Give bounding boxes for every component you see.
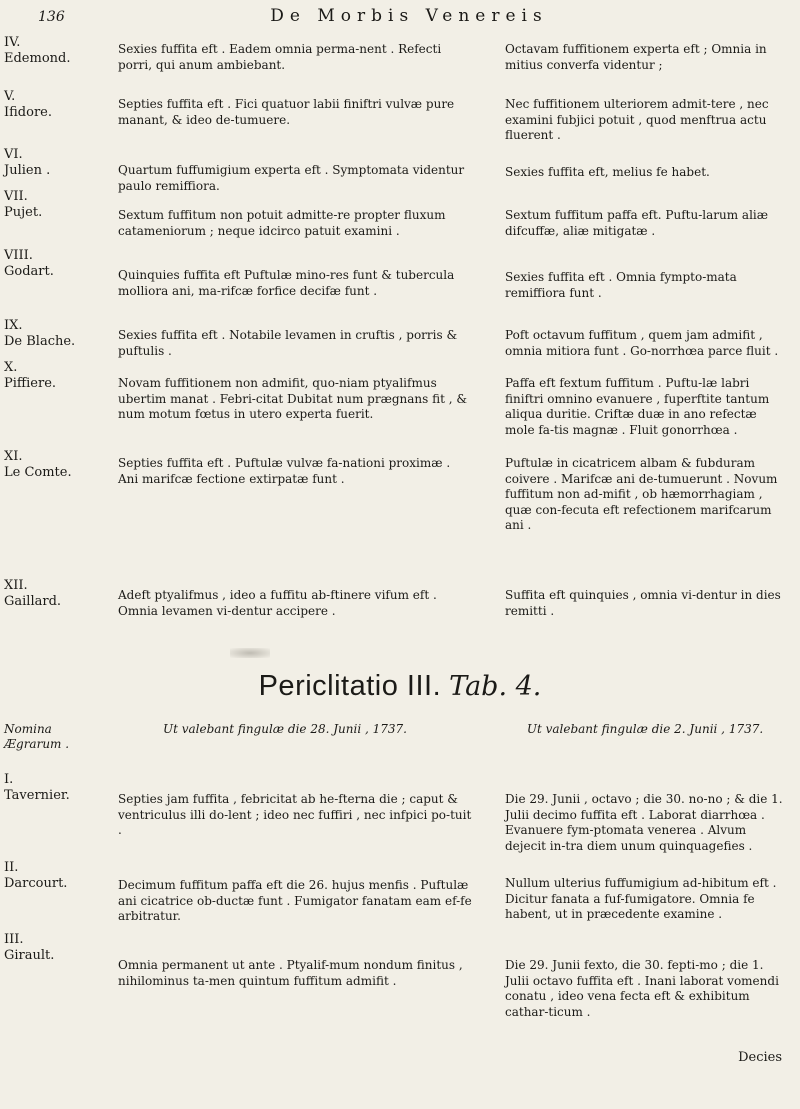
status-cell: Septies fuffita eft . Fici quatuor labii finiftri vulvæ pure manant, & ideo de-tumuere.	[118, 97, 455, 127]
status-cell: Adeft ptyalifmus , ideo a fuffitu ab-ftinere vifum eft . Omnia levamen vi-dentur accipere .	[118, 588, 437, 618]
status-cell: Nullum ulterius fuffumigium ad-hibitum eft . Dicitur fanata a fuf-fumigatore. Omnia fe habent, ut in præcedente examine .	[505, 876, 777, 921]
status-cell: Suffita eft quinquies , omnia vi-dentur in dies remitti .	[505, 588, 781, 618]
column-header-names: Nomina Ægrarum .	[4, 722, 70, 751]
catchword: Decies	[738, 1050, 782, 1065]
patient-name: V. Ifidore.	[4, 89, 52, 120]
status-cell: Puftulæ in cicatricem albam & fubduram coivere . Marifcæ ani de-tumuerunt . Novum fuffitum non ad-mifit , ob hæmorrhagiam , quæ con-fecuta eft refectionem marifcarum ani .	[505, 456, 778, 532]
section-title: Periclitatio III.	[258, 670, 442, 702]
patient-name: X. Piffiere.	[4, 360, 57, 391]
status-cell: Paffa eft fextum fuffitum . Puftu-læ labri finiftri omnino evanuere , fuperftite tantum aliqua duritie. Criftæ duæ in ano refectæ mole fa-tis magnæ . Fluit gonorrhœa .	[505, 376, 770, 437]
patient-name: VIII. Godart.	[4, 248, 54, 279]
patient-name: XII. Gaillard.	[4, 578, 62, 609]
status-cell: Nec fuffitionem ulteriorem admit-tere , nec examini fubjici potuit , quod menftrua actu fluerent .	[505, 97, 769, 142]
status-cell: Sexies fuffita eft . Omnia fympto-mata remiffiora funt .	[505, 270, 737, 300]
status-cell: Sexies fuffita eft . Notabile levamen in cruftis , porris & puftulis .	[118, 328, 458, 358]
status-cell: Sextum fuffitum paffa eft. Puftu-larum aliæ difcuffæ, aliæ mitigatæ .	[505, 208, 769, 238]
patient-name: VI. Julien .	[4, 147, 51, 178]
status-cell: Die 29. Junii fexto, die 30. fepti-mo ; die 1. Julii octavo fuffita eft . Inani laborat vomendi conatu , ideo vena fecta eft & exhibitum cathar-ticum .	[505, 958, 779, 1019]
page-number: 136	[38, 9, 65, 25]
patient-name: II. Darcourt.	[4, 860, 68, 891]
patient-name: III. Girault.	[4, 932, 55, 963]
section-heading	[0, 670, 800, 703]
status-cell: Poft octavum fuffitum , quem jam admifit , omnia mitiora funt . Go-norrhœa parce fluit .	[505, 328, 779, 358]
status-cell: Omnia permanent ut ante . Ptyalif-mum nondum finitus , nihilominus ta-men quintum fuffitum admifit .	[118, 958, 463, 988]
patient-name: IX. De Blache.	[4, 318, 76, 349]
status-cell: Octavam fuffitionem experta eft ; Omnia in mitius converfa videntur ;	[505, 42, 767, 72]
status-cell: Septies jam fuffita , febricitat ab he-fterna die ; caput & ventriculus illi do-lent ; ideo nec fuffiri , nec infpici po-tuit .	[118, 792, 472, 837]
column-header-date-1: Ut valebant fingulæ die 28. Junii , 1737.	[163, 722, 407, 736]
status-cell: Quinquies fuffita eft Puftulæ mino-res funt & tubercula molliora ani, ma-rifcæ forfice decifæ funt .	[118, 268, 455, 298]
patient-name: IV. Edemond.	[4, 35, 71, 66]
running-title: De Morbis Venereis	[270, 6, 548, 26]
status-cell: Sextum fuffitum non potuit admitte-re propter fluxum catameniorum ; neque idcirco patuit examini .	[118, 208, 446, 238]
status-cell: Quartum fuffumigium experta eft . Symptomata videntur paulo remiffiora.	[118, 163, 465, 193]
status-cell: Septies fuffita eft . Puftulæ vulvæ fa-nationi proximæ . Ani marifcæ fectione extirpatæ funt .	[118, 456, 451, 486]
patient-name: I. Tavernier.	[4, 772, 70, 803]
status-cell: Die 29. Junii , octavo ; die 30. no-no ; & die 1. Julii decimo fuffita eft . Laborat diarrhœa . Evanuere fym-ptomata venerea . Alvum dejecit in-tra diem unum quinquagefies .	[505, 792, 783, 853]
status-cell: Sexies fuffita eft, melius fe habet.	[505, 165, 710, 179]
patient-name: VII. Pujet.	[4, 189, 43, 220]
status-cell: Sexies fuffita eft . Eadem omnia perma-nent . Refecti porri, qui anum ambiebant.	[118, 42, 442, 72]
patient-name: XI. Le Comte.	[4, 449, 72, 480]
table-label: Tab. 4.	[449, 671, 542, 702]
ink-smudge	[230, 648, 270, 658]
status-cell: Decimum fuffitum paffa eft die 26. hujus menfis . Puftulæ ani cicatrice ob-ductæ funt . Fumigator fanatam eam ef-fe arbitratur.	[118, 878, 472, 923]
column-header-date-2: Ut valebant fingulæ die 2. Junii , 1737.	[526, 722, 764, 736]
status-cell: Novam fuffitionem non admifit, quo-niam ptyalifmus ubertim manat . Febri-citat Dubitat num prægnans fit , & num motum fœtus in utero experta fuerit.	[118, 376, 468, 421]
running-header	[38, 6, 780, 28]
